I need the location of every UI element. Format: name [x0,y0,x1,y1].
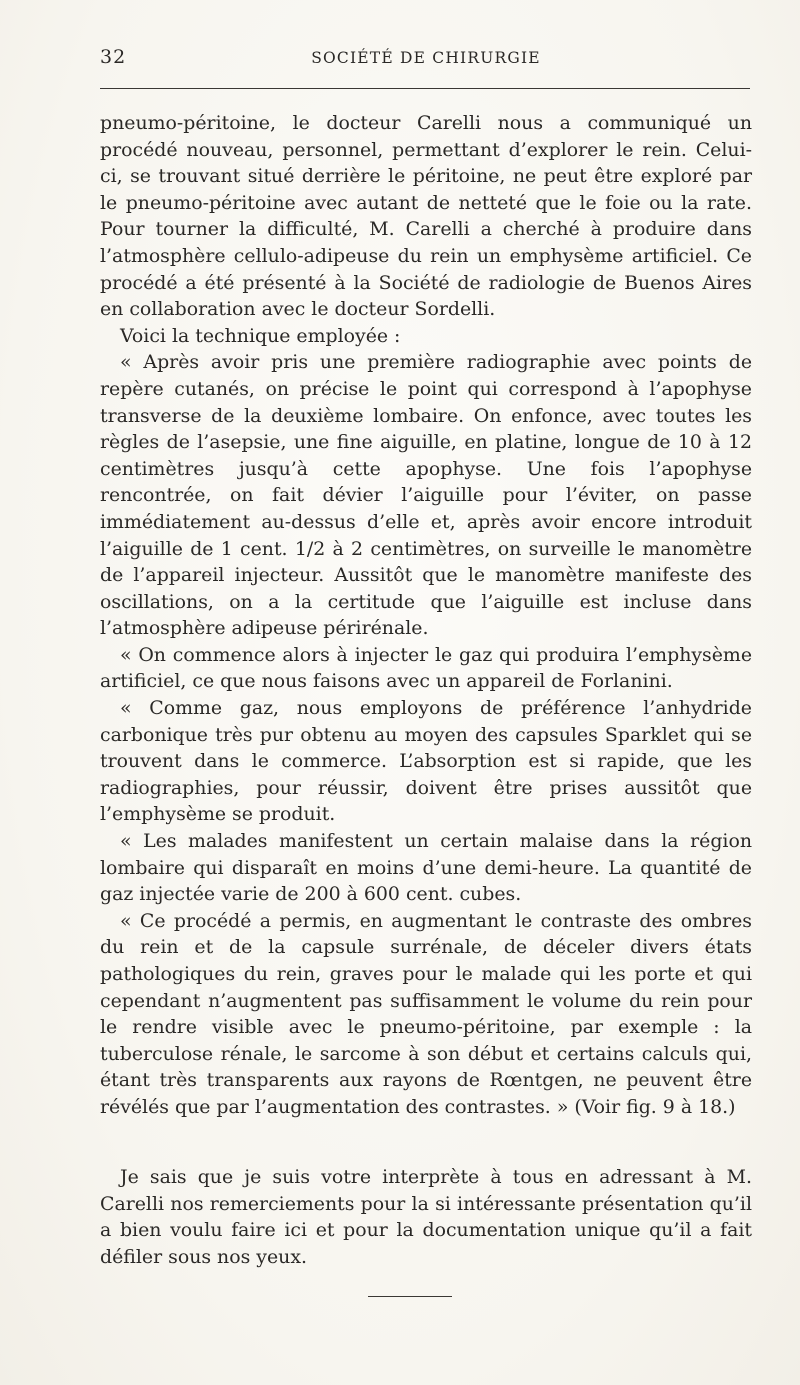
main-text [100,110,752,1121]
paragraph-technique-intro: Voici la technique employée : [120,324,401,347]
paragraph-quote-patients: « Les malades manifestent un certain malaise dans la région lombaire qui disparaît en moins d’une demi-heure. La quantité de gaz injectée varie de 200 à 600 cent. cubes. [100,830,752,906]
paragraph-quote-gas: « Comme gaz, nous employons de préférence l’anhydride carbonique très pur obtenu au moyen des capsules Sparklet qui se trouvent dans le commerce. L’absorption est si rapide, que les radiographies, pour réussir, doivent être prises aussitôt que l’emphysème se produit. [100,697,752,826]
running-head [100,46,752,76]
end-rule [368,1296,452,1297]
paragraph-quote-injection: « On commence alors à injecter le gaz qui produira l’emphysème artificiel, ce que nous faisons avec un appareil de Forlanini. [100,643,752,693]
paragraph-continuation: pneumo-péritoine, le docteur Carelli nous a communiqué un procédé nouveau, personnel, permettant d’explorer le rein. Celui-ci, se trouvant situé derrière le péritoine, ne peut être exploré par le pneumo-péritoine avec autant de netteté que le foie ou la rate. Pour tourner la difficulté, M. Carelli a cherché à produire dans l’atmosphère cellulo-adipeuse du rein un emphysème artificiel. Ce procédé a été présenté à la Société de radiologie de Buenos Aires en collaboration avec le docteur Sordelli. [100,112,752,321]
paragraph-closing: Je sais que je suis votre interprète à tous en adressant à M. Carelli nos remerciements pour la si intéressante présentation qu’il a bien voulu faire ici et pour la documentation unique qu’il a fait défiler sous nos yeux. [100,1166,752,1268]
header-rule [100,88,750,89]
page-number: 32 [100,46,127,68]
running-title: SOCIÉTÉ DE CHIRURGIE [311,49,541,67]
paragraph-quote-results: « Ce procédé a permis, en augmentant le contraste des ombres du rein et de la capsule surrénale, de déceler divers états pathologiques du rein, graves pour le malade qui les porte et qui cependant n’augmentent pas suffisamment le volume du rein pour le rendre visible avec le pneumo-péritoine, par exemple : la tuberculose rénale, le sarcome à son début et certains calculs qui, étant très transparents aux rayons de Rœntgen, ne peuvent être révélés que par l’augmentation des contrastes. » (Voir fig. 9 à 18.) [100,909,752,1118]
paragraph-quote-procedure: « Après avoir pris une première radiographie avec points de repère cutanés, on précise le point qui correspond à l’apophyse transverse de la deuxième lombaire. On enfonce, avec toutes les règles de l’asepsie, une fine aiguille, en platine, longue de 10 à 12 centimètres jusqu’à cette apophyse. Une fois l’apophyse rencontrée, on fait dévier l’aiguille pour l’éviter, on passe immédiatement au-dessus d’elle et, après avoir encore introduit l’aiguille de 1 cent. 1/2 à 2 centimètres, on surveille le manomètre de l’appareil injecteur. Aussitôt que le manomètre manifeste des oscillations, on a la certitude que l’aiguille est incluse dans l’atmosphère adipeuse périrénale. [100,351,752,640]
closing-section [100,1164,752,1270]
